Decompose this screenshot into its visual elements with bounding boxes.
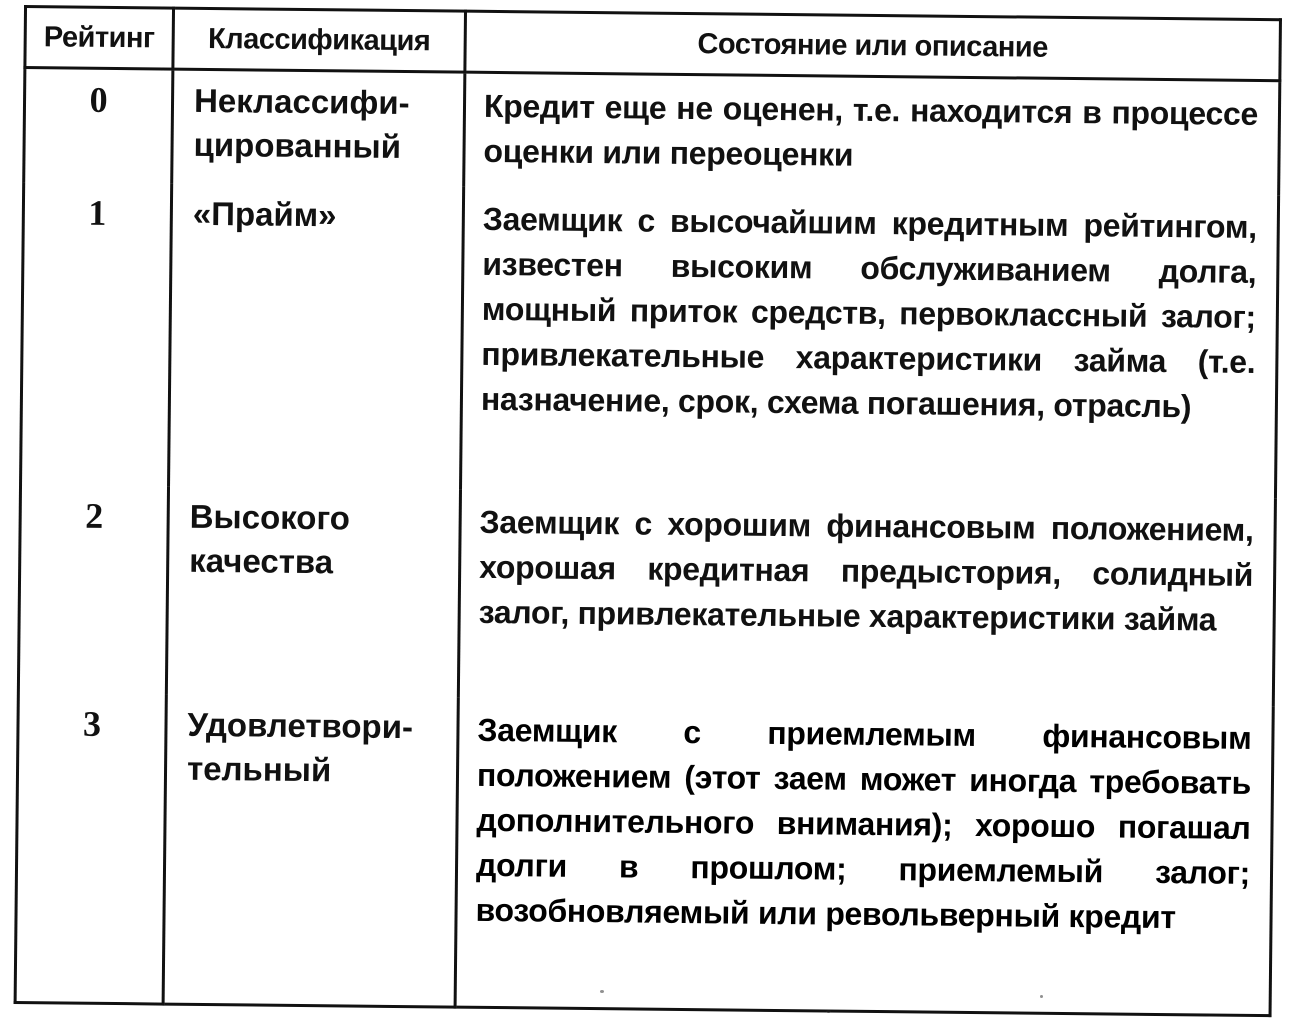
description-cell: Кредит еще не оценен, т.е. находится в процессе оценки или переоценки [464,72,1280,195]
table-row [24,68,1280,196]
table-body [15,68,1280,1016]
classification-cell: «Прайм» [169,184,464,490]
description-cell: Заемщик с приемлемым финансовым положением (этот заем может иногда требовать дополнительного внимания); хорошо погашал долги в прошлом; приемлемый залог; возобновляемый или револьверный кредит [455,698,1273,1016]
classification-cell: Неклассифи- цированный [172,69,465,187]
rating-cell: 1 [21,182,172,487]
header-rating: Рейтинг [25,7,174,70]
classification-cell: Высокого качества [166,487,460,698]
classification-cell: Удовлетвори- тельный [163,695,458,1008]
table-row [21,182,1279,498]
header-classification: Классификация [173,8,466,72]
description-cell: Заемщик с хорошим финансовым положением, хорошая кредитная предыстория, солидный залог, привлекательные характеристики займа [458,490,1275,707]
rating-cell: 3 [15,693,166,1004]
scan-noise-speck [600,990,604,993]
credit-rating-table [14,5,1282,1017]
header-description: Состояние или описание [465,11,1281,81]
rating-cell: 2 [18,485,168,695]
description-cell: Заемщик с высочайшим кредитным рейтингом, известен высоким обслуживанием долга, мощный приток средств, первоклассный залог; привлекательные характеристики займа (т.е. назначение, срок, схема погашения, отрасль) [461,187,1279,499]
table-row [18,485,1275,706]
scan-noise-speck [1040,995,1043,998]
rating-cell: 0 [24,68,173,184]
table-row [15,693,1273,1016]
scan-noise-speck [826,1010,831,1013]
